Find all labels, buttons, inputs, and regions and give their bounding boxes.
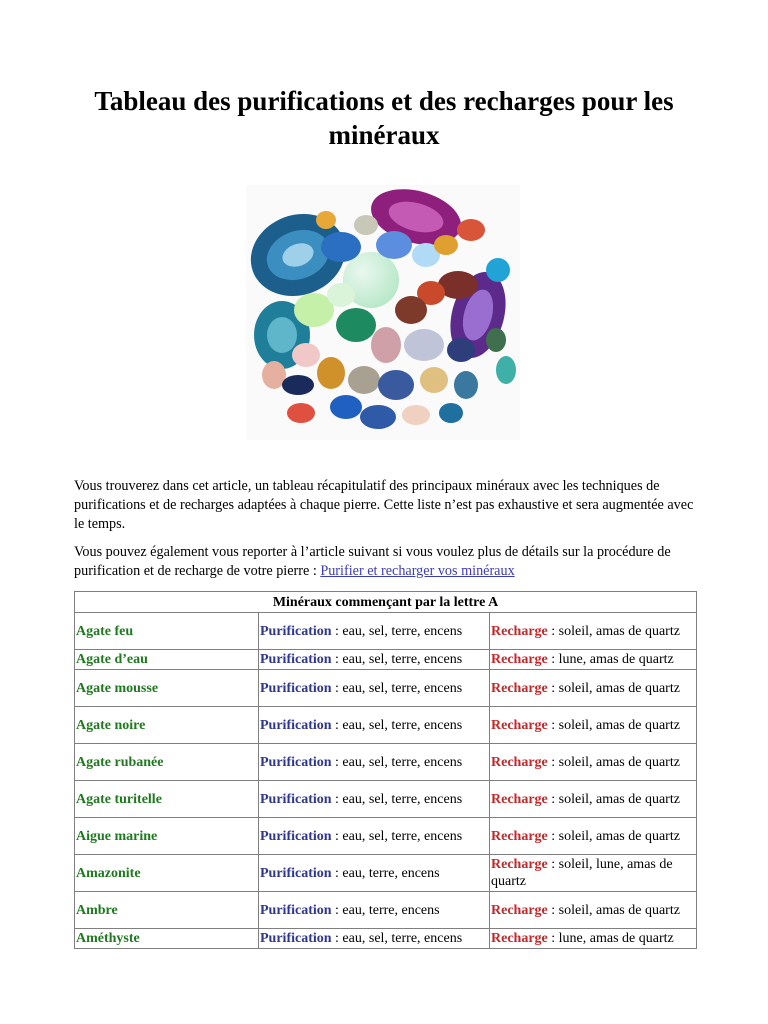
- page-title: Tableau des purifications et des recharges pour les minéraux: [94, 86, 674, 150]
- recharge-cell: [490, 781, 697, 818]
- recharge-label: Recharge: [491, 717, 548, 733]
- purification-label: Purification: [260, 931, 332, 946]
- mineral-name: Agate turitelle: [75, 781, 259, 818]
- purification-methods: : eau, terre, encens: [331, 865, 440, 881]
- purification-label: Purification: [260, 791, 332, 807]
- mineral-name: Agate feu: [75, 613, 259, 650]
- recharge-cell: [490, 670, 697, 707]
- intro-paragraph-2-text: Vous pouvez également vous reporter à l’article suivant si vous voulez plus de détails sur la procédure de purification et de recharge de votre pierre :: [74, 544, 671, 579]
- recharge-cell: [490, 707, 697, 744]
- recharge-label: Recharge: [491, 754, 548, 770]
- purification-label: Purification: [260, 717, 332, 733]
- purification-methods: : eau, sel, terre, encens: [331, 791, 463, 807]
- minerals-table: [74, 591, 697, 949]
- mineral-name: Agate noire: [75, 707, 259, 744]
- purification-methods: : eau, sel, terre, encens: [331, 717, 463, 733]
- recharge-methods: : soleil, amas de quartz: [547, 680, 680, 696]
- table-row: [75, 650, 697, 670]
- table-row: [75, 892, 697, 929]
- purification-cell: [259, 929, 490, 949]
- recharge-methods: : soleil, amas de quartz: [547, 828, 680, 844]
- purification-methods: : eau, sel, terre, encens: [331, 931, 463, 946]
- recharge-cell: [490, 818, 697, 855]
- table-row: [75, 670, 697, 707]
- recharge-cell: [490, 929, 697, 949]
- purification-label: Purification: [260, 828, 332, 844]
- table-body: [75, 613, 697, 949]
- mineral-name: Agate mousse: [75, 670, 259, 707]
- recharge-methods: : soleil, amas de quartz: [547, 717, 680, 733]
- recharge-methods: : soleil, amas de quartz: [547, 791, 680, 807]
- table-row: [75, 613, 697, 650]
- recharge-methods: : soleil, amas de quartz: [547, 754, 680, 770]
- recharge-methods: : soleil, lune, amas de quartz: [491, 857, 673, 889]
- table-row: [75, 744, 697, 781]
- purification-label: Purification: [260, 680, 332, 696]
- minerals-photo: [246, 185, 520, 440]
- recharge-label: Recharge: [491, 680, 548, 696]
- purification-cell: [259, 781, 490, 818]
- purification-cell: [259, 613, 490, 650]
- purification-methods: : eau, sel, terre, encens: [331, 680, 463, 696]
- purification-cell: [259, 650, 490, 670]
- recharge-cell: [490, 744, 697, 781]
- purify-recharge-link[interactable]: Purifier et recharger vos minéraux: [320, 563, 515, 579]
- purification-label: Purification: [260, 865, 332, 881]
- table-row: [75, 855, 697, 892]
- purification-cell: [259, 892, 490, 929]
- recharge-cell: [490, 855, 697, 892]
- recharge-label: Recharge: [491, 857, 548, 872]
- purification-methods: : eau, sel, terre, encens: [331, 652, 463, 667]
- recharge-cell: [490, 650, 697, 670]
- mineral-name: Améthyste: [75, 929, 259, 949]
- table-row: [75, 707, 697, 744]
- recharge-label: Recharge: [491, 931, 548, 946]
- table-header: Minéraux commençant par la lettre A: [75, 592, 697, 613]
- purification-methods: : eau, sel, terre, encens: [331, 623, 463, 639]
- mineral-name: Agate d’eau: [75, 650, 259, 670]
- purification-cell: [259, 744, 490, 781]
- recharge-label: Recharge: [491, 902, 548, 918]
- intro-paragraph-2: [74, 543, 699, 581]
- purification-cell: [259, 855, 490, 892]
- recharge-methods: : soleil, amas de quartz: [547, 902, 680, 918]
- mineral-name: Amazonite: [75, 855, 259, 892]
- recharge-label: Recharge: [491, 828, 548, 844]
- purification-cell: [259, 670, 490, 707]
- purification-methods: : eau, sel, terre, encens: [331, 754, 463, 770]
- intro-paragraph-1: Vous trouverez dans cet article, un tableau récapitulatif des principaux minéraux avec les techniques de purifications et de recharges adaptées à chaque pierre. Cette liste n’est pas exhaustive et sera augmentée avec le temps.: [74, 478, 694, 532]
- purification-methods: : eau, terre, encens: [331, 902, 440, 918]
- purification-label: Purification: [260, 902, 332, 918]
- recharge-label: Recharge: [491, 652, 548, 667]
- recharge-methods: : lune, amas de quartz: [547, 652, 674, 667]
- recharge-label: Recharge: [491, 791, 548, 807]
- purification-cell: [259, 707, 490, 744]
- mineral-name: Agate rubanée: [75, 744, 259, 781]
- purification-label: Purification: [260, 754, 332, 770]
- purification-methods: : eau, sel, terre, encens: [331, 828, 463, 844]
- recharge-cell: [490, 892, 697, 929]
- recharge-cell: [490, 613, 697, 650]
- recharge-methods: : lune, amas de quartz: [547, 931, 674, 946]
- purification-label: Purification: [260, 652, 332, 667]
- table-row: [75, 781, 697, 818]
- minerals-image: [246, 185, 520, 440]
- table-row: [75, 929, 697, 949]
- mineral-name: Aigue marine: [75, 818, 259, 855]
- recharge-methods: : soleil, amas de quartz: [547, 623, 680, 639]
- recharge-label: Recharge: [491, 623, 548, 639]
- purification-cell: [259, 818, 490, 855]
- purification-label: Purification: [260, 623, 332, 639]
- mineral-name: Ambre: [75, 892, 259, 929]
- table-row: [75, 818, 697, 855]
